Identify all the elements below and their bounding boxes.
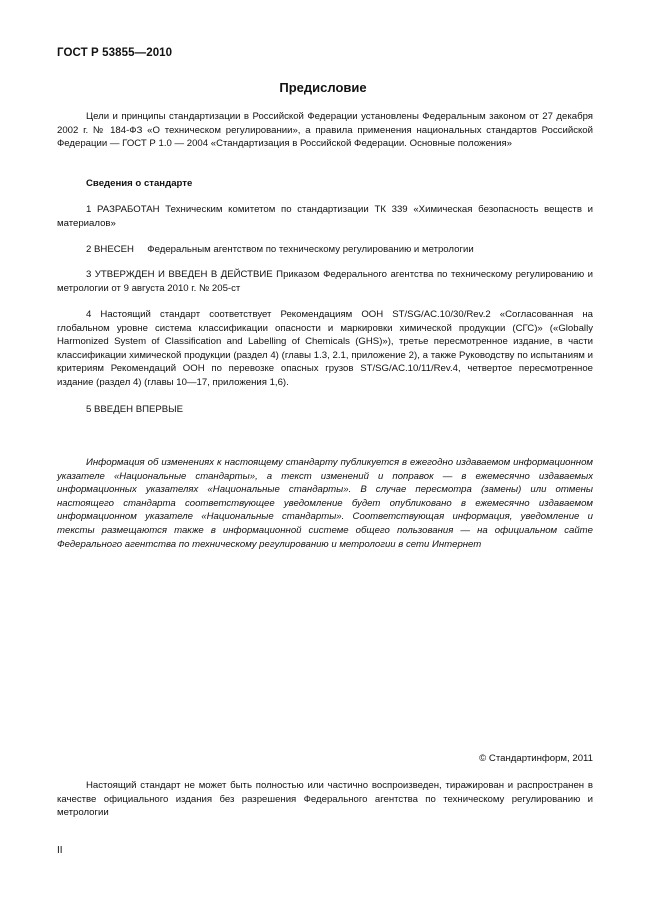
item-5-text: 5 ВВЕДЕН ВПЕРВЫЕ: [86, 404, 184, 415]
changes-notice-text: Информация об изменениях к настоящему стандарту публикуется в ежегодно издаваемом информационном указателе «Национальные стандарты», а текст изменений и поправок — в ежемесячно издаваемых информационных указателях «Национальные стандарты». В случае пересмотра (замены) или отмены настоящего стандарта соответствующее уведомление будет опубликовано в ежемесячно издаваемом информационном указателе «Национальные стандарты». Соответствующая информация, уведомление и тексты размещаются также в информационной системе общего пользования — на официальном сайте Федерального агентства по техническому регулированию и метрологии в сети Интернет: [57, 457, 593, 550]
item-1: [57, 203, 593, 230]
item-2: [57, 243, 593, 257]
item-3: [57, 268, 593, 295]
item-1-text: 1 РАЗРАБОТАН Техническим комитетом по стандартизации ТК 339 «Химическая безопасность веществ и материалов»: [57, 204, 593, 229]
document-code-header: ГОСТ Р 53855—2010: [57, 47, 173, 59]
intro-paragraph: [57, 110, 593, 151]
page-number: II: [57, 845, 63, 856]
item-3-text: 3 УТВЕРЖДЕН И ВВЕДЕН В ДЕЙСТВИЕ Приказом Федерального агентства по техническому регулированию и метрологии от 9 августа 2010 г. № 205-ст: [57, 269, 593, 294]
section-heading: [57, 177, 593, 191]
item-2-text: 2 ВНЕСЕН Федеральным агентством по техническому регулированию и метрологии: [86, 244, 474, 255]
item-5: [57, 403, 593, 417]
intro-paragraph-text: Цели и принципы стандартизации в Российской Федерации установлены Федеральным законом от 27 декабря 2002 г. № 184-ФЗ «О техническом регулировании», а правила применения национальных стандартов Российской Федерации — ГОСТ Р 1.0 — 2004 «Стандартизация в Российской Федерации. Основные положения»: [57, 111, 593, 150]
copyright-line: © Стандартинформ, 2011: [479, 753, 593, 764]
page-title: Предисловие: [279, 80, 367, 95]
reproduction-notice-text: Настоящий стандарт не может быть полностью или частично воспроизведен, тиражирован и распространен в качестве официального издания без разрешения Федерального агентства по техническому регулированию и метрологии: [57, 780, 593, 819]
reproduction-notice: [57, 779, 593, 820]
changes-notice: [57, 456, 593, 551]
item-4-text: 4 Настоящий стандарт соответствует Рекомендациям ООН ST/SG/AC.10/30/Rev.2 «Согласованная на глобальном уровне система классификации опасности и маркировки химической продукции (СГС)» («Globally Harmonized System of Classification and Labelling of Chemicals (GHS)»), третье пересмотренное издание, в части классификации химической продукции (раздел 4) (главы 1.3, 2.1, приложение 2), а также Руководству по испытаниям и критериям Рекомендаций ООН по перевозке опасных грузов ST/SG/AC.10/11/Rev.4, четвертое пересмотренное издание (раздел 4) (главы 10—17, приложения 1,6).: [57, 309, 593, 388]
item-4: [57, 308, 593, 390]
section-heading-text: Сведения о стандарте: [86, 178, 193, 189]
